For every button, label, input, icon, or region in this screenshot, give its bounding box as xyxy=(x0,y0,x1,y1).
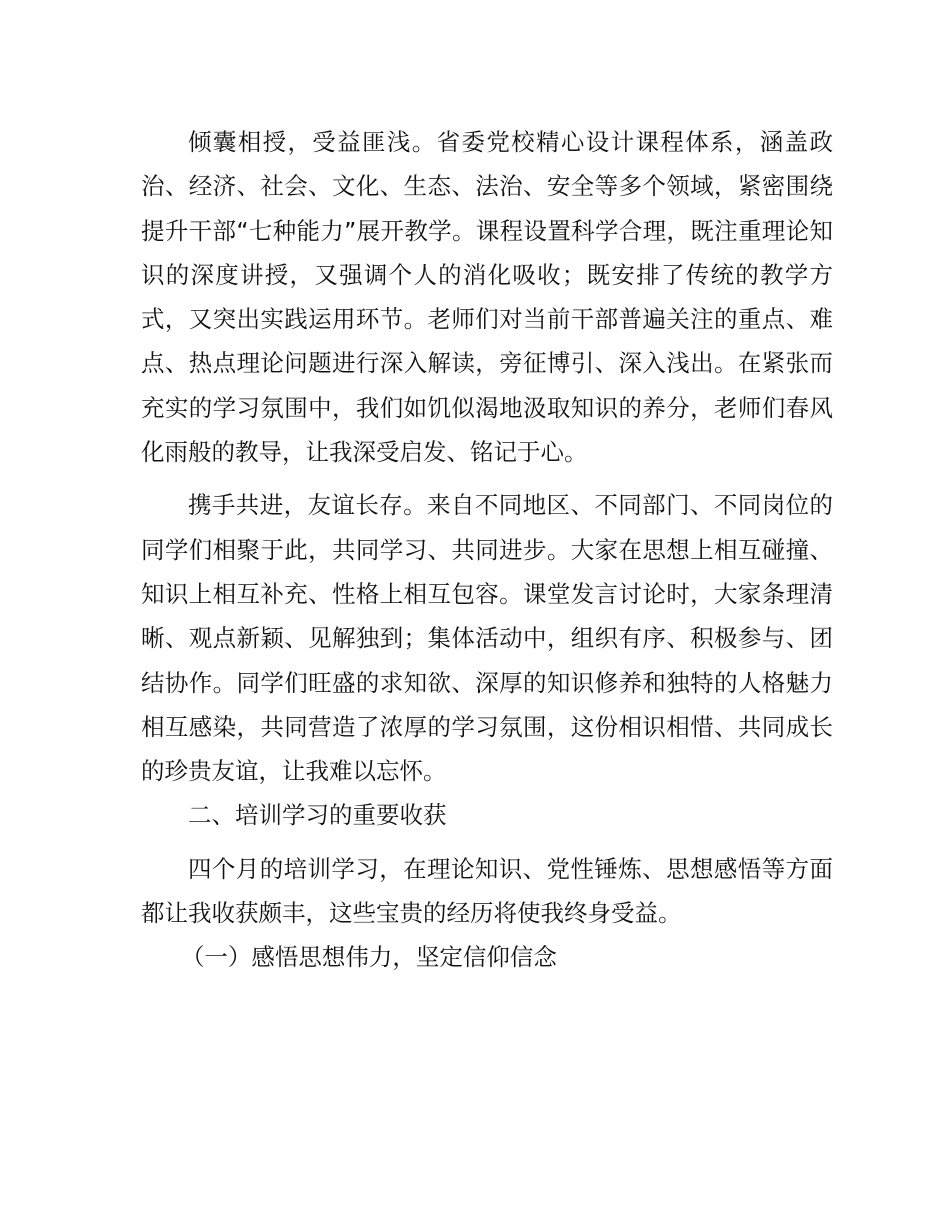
subsection-heading: （一）感悟思想伟力，坚定信仰信念 xyxy=(180,943,557,972)
paragraph-friendship: 携手共进，友谊长存。来自不同地区、不同部门、不同岗位的同学们相聚于此，共同学习、共同进步。大家在思想上相互碰撞、知识上相互补充、性格上相互包容。课堂发言讨论时，大家条理清晰、观点新颖、见解独到；集体活动中，组织有序、积极参与、团结协作。同学们旺盛的求知欲、深厚的知识修养和独特的人格魅力相互感染，共同营造了浓厚的学习氛围，这份相识相惜、共同成长的珍贵友谊，让我难以忘怀。 xyxy=(141,491,833,786)
paragraph-intro: 四个月的培训学习，在理论知识、党性锤炼、思想感悟等方面都让我收获颇丰，这些宝贵的经历将使我终身受益。 xyxy=(141,854,833,928)
document-body xyxy=(141,120,833,980)
paragraph-teaching: 倾囊相授，受益匪浅。省委党校精心设计课程体系，涵盖政治、经济、社会、文化、生态、法治、安全等多个领域，紧密围绕提升干部“七种能力”展开教学。课程设置科学合理，既注重理论知识的深度讲授，又强调个人的消化吸收；既安排了传统的教学方式，又突出实践运用环节。老师们对当前干部普遍关注的重点、难点、热点理论问题进行深入解读，旁征博引、深入浅出。在紧张而充实的学习氛围中，我们如饥似渴地汲取知识的养分，老师们春风化雨般的教导，让我深受启发、铭记于心。 xyxy=(141,128,833,467)
section-heading: 二、培训学习的重要收获 xyxy=(188,801,447,830)
